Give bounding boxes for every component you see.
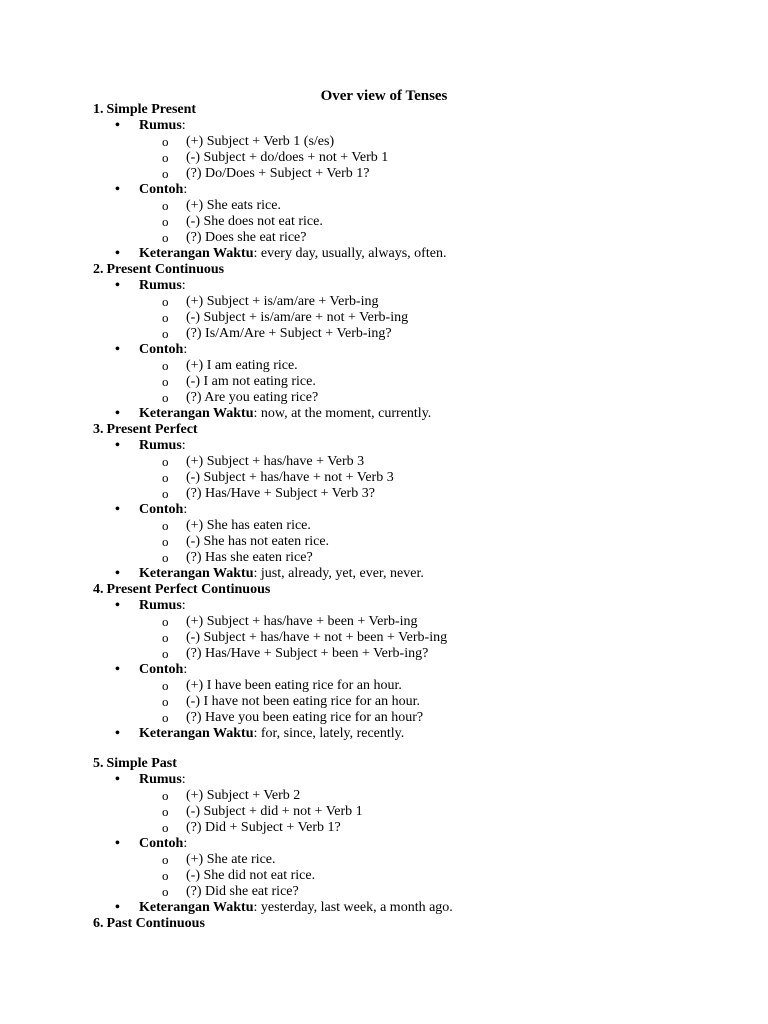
circle-bullet-icon: o <box>162 150 169 165</box>
circle-bullet-icon: o <box>162 710 169 725</box>
circle-bullet-icon: o <box>162 820 169 835</box>
bullet-icon: • <box>115 772 120 787</box>
formula-item: o (+) Subject + has/have + been + Verb-ing <box>162 614 418 629</box>
example-item: o (-) I have not been eating rice for an hour. <box>162 694 421 709</box>
example-item: o (-) She did not eat rice. <box>162 868 316 883</box>
example-item: o (?) Has she eaten rice? <box>162 550 313 565</box>
circle-bullet-icon: o <box>162 868 169 883</box>
contoh-bullet: • Contoh: <box>115 182 188 197</box>
tense-heading: 3. Present Perfect <box>93 422 198 437</box>
circle-bullet-icon: o <box>162 518 169 533</box>
tense-heading: 6. Past Continuous <box>93 916 205 931</box>
tense-heading: 2. Present Continuous <box>93 262 225 277</box>
circle-bullet-icon: o <box>162 470 169 485</box>
example-item: o (+) She eats rice. <box>162 198 281 213</box>
bullet-icon: • <box>115 726 120 741</box>
circle-bullet-icon: o <box>162 884 169 899</box>
formula-item: o (?) Did + Subject + Verb 1? <box>162 820 341 835</box>
bullet-icon: • <box>115 438 120 453</box>
tense-heading: 4. Present Perfect Continuous <box>93 582 271 597</box>
bullet-icon: • <box>115 566 120 581</box>
rumus-bullet: • Rumus: <box>115 598 186 613</box>
keterangan-bullet: • Keterangan Waktu: now, at the moment, currently. <box>115 406 432 421</box>
circle-bullet-icon: o <box>162 390 169 405</box>
circle-bullet-icon: o <box>162 646 169 661</box>
circle-bullet-icon: o <box>162 630 169 645</box>
rumus-bullet: • Rumus: <box>115 772 186 787</box>
formula-item: o (?) Has/Have + Subject + Verb 3? <box>162 486 375 501</box>
formula-item: o (?) Has/Have + Subject + been + Verb-ing? <box>162 646 429 661</box>
circle-bullet-icon: o <box>162 788 169 803</box>
circle-bullet-icon: o <box>162 326 169 341</box>
contoh-bullet: • Contoh: <box>115 836 188 851</box>
tense-section <box>93 262 733 422</box>
contoh-bullet: • Contoh: <box>115 662 188 677</box>
example-item: o (?) Are you eating rice? <box>162 390 319 405</box>
tenses-content <box>93 102 733 932</box>
keterangan-bullet: • Keterangan Waktu: yesterday, last week, a month ago. <box>115 900 453 915</box>
circle-bullet-icon: o <box>162 678 169 693</box>
circle-bullet-icon: o <box>162 804 169 819</box>
rumus-bullet: • Rumus: <box>115 118 186 133</box>
contoh-bullet: • Contoh: <box>115 342 188 357</box>
circle-bullet-icon: o <box>162 486 169 501</box>
example-item: o (+) She ate rice. <box>162 852 276 867</box>
formula-item: o (+) Subject + Verb 1 (s/es) <box>162 134 335 149</box>
bullet-icon: • <box>115 406 120 421</box>
tense-section <box>93 916 733 932</box>
circle-bullet-icon: o <box>162 374 169 389</box>
example-item: o (?) Does she eat rice? <box>162 230 307 245</box>
circle-bullet-icon: o <box>162 198 169 213</box>
keterangan-bullet: • Keterangan Waktu: just, already, yet, ever, never. <box>115 566 424 581</box>
bullet-icon: • <box>115 900 120 915</box>
document-title: Over view of Tenses <box>320 88 448 104</box>
bullet-icon: • <box>115 118 120 133</box>
circle-bullet-icon: o <box>162 694 169 709</box>
formula-item: o (+) Subject + is/am/are + Verb-ing <box>162 294 379 309</box>
formula-item: o (-) Subject + has/have + not + Verb 3 <box>162 470 394 485</box>
tense-section <box>93 756 733 916</box>
bullet-icon: • <box>115 502 120 517</box>
example-item: o (+) She has eaten rice. <box>162 518 311 533</box>
example-item: o (-) She has not eaten rice. <box>162 534 330 549</box>
circle-bullet-icon: o <box>162 166 169 181</box>
circle-bullet-icon: o <box>162 534 169 549</box>
tense-section <box>93 422 733 582</box>
circle-bullet-icon: o <box>162 358 169 373</box>
tense-section <box>93 102 733 262</box>
example-item: o (+) I am eating rice. <box>162 358 298 373</box>
circle-bullet-icon: o <box>162 134 169 149</box>
bullet-icon: • <box>115 342 120 357</box>
example-item: o (-) She does not eat rice. <box>162 214 323 229</box>
bullet-icon: • <box>115 836 120 851</box>
section-gap <box>93 742 733 756</box>
tense-heading: 5. Simple Past <box>93 756 177 771</box>
bullet-icon: • <box>115 598 120 613</box>
tense-section <box>93 582 733 742</box>
circle-bullet-icon: o <box>162 230 169 245</box>
formula-item: o (-) Subject + is/am/are + not + Verb-ing <box>162 310 409 325</box>
bullet-icon: • <box>115 278 120 293</box>
formula-item: o (+) Subject + Verb 2 <box>162 788 301 803</box>
example-item: o (+) I have been eating rice for an hour. <box>162 678 402 693</box>
example-item: o (?) Have you been eating rice for an hour? <box>162 710 424 725</box>
tense-heading: 1. Simple Present <box>93 102 197 117</box>
keterangan-bullet: • Keterangan Waktu: for, since, lately, recently. <box>115 726 405 741</box>
formula-item: o (?) Do/Does + Subject + Verb 1? <box>162 166 370 181</box>
example-item: o (?) Did she eat rice? <box>162 884 299 899</box>
formula-item: o (-) Subject + do/does + not + Verb 1 <box>162 150 389 165</box>
keterangan-bullet: • Keterangan Waktu: every day, usually, always, often. <box>115 246 447 261</box>
circle-bullet-icon: o <box>162 454 169 469</box>
circle-bullet-icon: o <box>162 214 169 229</box>
formula-item: o (+) Subject + has/have + Verb 3 <box>162 454 365 469</box>
bullet-icon: • <box>115 662 120 677</box>
formula-item: o (-) Subject + has/have + not + been + Verb-ing <box>162 630 448 645</box>
example-item: o (-) I am not eating rice. <box>162 374 316 389</box>
circle-bullet-icon: o <box>162 550 169 565</box>
formula-item: o (?) Is/Am/Are + Subject + Verb-ing? <box>162 326 392 341</box>
circle-bullet-icon: o <box>162 294 169 309</box>
contoh-bullet: • Contoh: <box>115 502 188 517</box>
rumus-bullet: • Rumus: <box>115 278 186 293</box>
rumus-bullet: • Rumus: <box>115 438 186 453</box>
circle-bullet-icon: o <box>162 614 169 629</box>
circle-bullet-icon: o <box>162 310 169 325</box>
bullet-icon: • <box>115 182 120 197</box>
formula-item: o (-) Subject + did + not + Verb 1 <box>162 804 363 819</box>
bullet-icon: • <box>115 246 120 261</box>
circle-bullet-icon: o <box>162 852 169 867</box>
